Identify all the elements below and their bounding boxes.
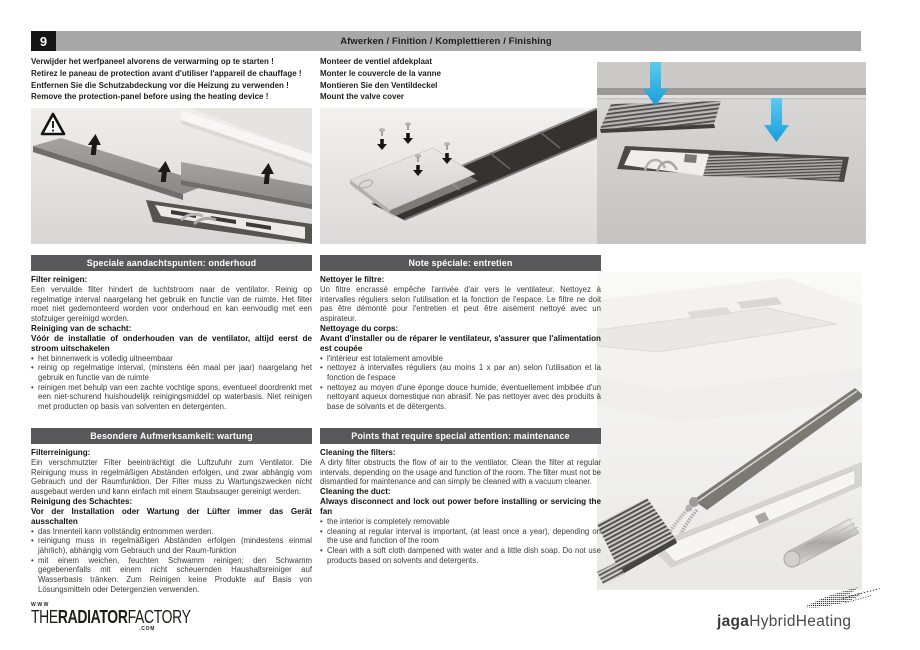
bullet-item: • mit einem weichen, feuchten Schwamm reinigen; den Schwamm gegebenenfalls mit einem nicht scheuernden Haushaltsreiniger auf Wasserbasis tränken. Zum Reinigen keine Produkte auf Basis von Lösungsmitteln oder Detergenzien verwenden. (31, 556, 312, 595)
fr-duct-note: Avant d'installer ou de réparer le ventilateur, s'assurer que l'alimentation est coupée (320, 333, 601, 353)
factory-wordmark (31, 608, 195, 627)
step-number: 9 (31, 31, 56, 51)
section-bar-nl: Speciale aandachtspunten: onderhoud (31, 255, 312, 271)
section-bar-fr: Note spéciale: entretien (320, 255, 601, 271)
factory-com-label: .COM (139, 626, 156, 632)
fr-filter-heading: Nettoyer le filtre: (320, 275, 385, 284)
factory-radiator: RADIATOR (57, 606, 128, 628)
bullet-item: • nettoyez au moyen d'une éponge douce humide, éventuellement imbibée d'un nettoyant aqueux domestique non abrasif. Ne pas nettoyer avec des produits à base de solvants et de détergents. (320, 383, 601, 412)
de-duct-heading: Reinigung des Schachtes: (31, 496, 133, 506)
intro-line-de: Entfernen Sie die Schutzabdeckung vor die Heizung zu verwenden ! (31, 80, 289, 90)
header-bar (31, 31, 861, 51)
de-filter-text: Ein verschmutzter Filter beeinträchtigt die Luftzufuhr zum Ventilator. Die Reinigung muss in regelmäßigen Abständen erfolgen, und zwar abhängig vom Gebrauch und der Raumfunktion. Der Filter muss zu Wartungszwecken nicht ausgebaut werden und kann einfach mit einem Staubsauger gereinigt werden. (31, 458, 312, 497)
image-remove-protection-panel (31, 108, 312, 244)
fr-filter-text: Un filtre encrassé empêche l'arrivée d'air vers le ventilateur. Nettoyez à intervalles réguliers selon l'utilisation et la fonction de l'espace. Le filtre ne doit pas être démonté pour l'entretien et peut être aisément nettoyé avec un aspirateur. (320, 285, 601, 324)
en-duct-note: Always disconnect and lock out power before installing or servicing the fan (320, 497, 601, 517)
intro-warning-left (31, 56, 321, 103)
de-filter-heading: Filterreinigung: (31, 448, 91, 457)
bullet-item: • das Innenteil kann vollständig entnommen werden. (31, 527, 312, 537)
bullet-item: • reinig op regelmatige interval, (minstens één maal per jaar) naargelang het gebruik en functie van de ruimte (31, 363, 312, 382)
intro-line-de: Montieren Sie den Ventildeckel (320, 80, 438, 90)
wall (597, 62, 866, 88)
bullet-item: • reinigung muss in regelmäßigen Abständen erfolgen (mindestens einmal jährlich), abhängig vom Gebrauch und der Raum-funktion (31, 536, 312, 555)
jaga-product: HybridHeating (749, 613, 852, 630)
section-en (320, 428, 601, 565)
fr-duct-heading: Nettoyage du corps: (320, 323, 399, 333)
section-bar-en: Points that require special attention: maintenance (320, 428, 601, 444)
page-title: Afwerken / Finition / Komplettieren / Finishing (340, 35, 552, 47)
de-duct-note: Vor der Installation oder Wartung der Lüfter immer das Gerät ausschalten (31, 506, 312, 526)
nl-duct-heading: Reiniging van de schacht: (31, 323, 132, 333)
intro-line-en: Remove the protection-panel before using the heating device ! (31, 92, 269, 102)
factory-the: THE (31, 606, 58, 628)
bullet-item: • Clean with a soft cloth dampened with water and a little dish soap. Do not use products based on solvents and detergents. (320, 546, 601, 565)
intro-line-fr: Monter le couvercle de la vanne (320, 68, 441, 78)
nl-filter-heading: Filter reinigen: (31, 275, 88, 284)
intro-line-nl: Monteer de ventiel afdekplaat (320, 57, 433, 66)
nl-duct-note: Vóór de installatie of onderhouden van de ventilator, altijd eerst de stroom uitschakelen (31, 333, 312, 353)
section-nl (31, 255, 312, 412)
en-duct-heading: Cleaning the duct: (320, 487, 391, 497)
bullet-item: • cleaning at regular interval is important, (at least once a year), depending on the use and function of the room (320, 527, 601, 546)
intro-line-fr: Retirez le paneau de protection avant d'utiliser l'appareil de chauffage ! (31, 68, 302, 78)
bullet-item: • het binnenwerk is volledig uitneembaar (31, 354, 312, 364)
nl-filter-text: Een vervuilde filter hindert de luchtstroom naar de ventilator. Reinig op regelmatige interval naargelang het gebruik en functie van de ruimte. Het filter moet niet gedemonteerd worden voor onderhoud en kan eenvoudig met een stofzuiger gereinigd worden. (31, 285, 312, 324)
bullet-item: • l'intérieur est totalement amovible (320, 354, 601, 364)
en-filter-text: A dirty filter obstructs the flow of air to the ventilator. Clean the filter at regular intervals, depending on the usage and function of the room. The filter must not be dismantled for maintenance and can simply be cleaned with a vacuum cleaner. (320, 458, 601, 487)
jaga-brand: jaga (717, 613, 750, 630)
section-fr (320, 255, 601, 412)
fr-bullet-list (320, 354, 601, 412)
intro-line-en: Mount the valve cover (320, 92, 405, 102)
intro-warning-middle (320, 56, 610, 103)
image-place-grille (597, 62, 866, 244)
de-bullet-list (31, 527, 312, 595)
factory-www-label: WWW (31, 602, 50, 608)
bullet-item: • nettoyez à intervalles réguliers (au moins 1 x par an) selon l'utilisation et la fonction de l'espace (320, 363, 601, 382)
section-de (31, 428, 312, 595)
faded-convector (597, 278, 862, 422)
radiator-factory-logo (31, 602, 231, 632)
en-bullet-list (320, 517, 601, 566)
bullet-item: • reinigen met behulp van een zachte vochtige spons, eventueel doordrenkt met een niet-schurend huishoudelijk reinigingsmiddel op waterbasis. Niet reinigen met producten op basis van solventen en detergenten. (31, 383, 312, 412)
image-trench-heater-assembly (597, 272, 862, 590)
bullet-item: • the interior is completely removable (320, 517, 601, 527)
image-mount-valve-cover (320, 108, 601, 244)
jaga-wordmark (717, 613, 851, 631)
nl-bullet-list (31, 354, 312, 412)
factory-factory: FACTORY (127, 606, 191, 628)
section-bar-de: Besondere Aufmerksamkeit: wartung (31, 428, 312, 444)
en-filter-heading: Cleaning the filters: (320, 448, 396, 457)
intro-line-nl: Verwijder het werfpaneel alvorens de verwarming op te starten ! (31, 57, 274, 66)
